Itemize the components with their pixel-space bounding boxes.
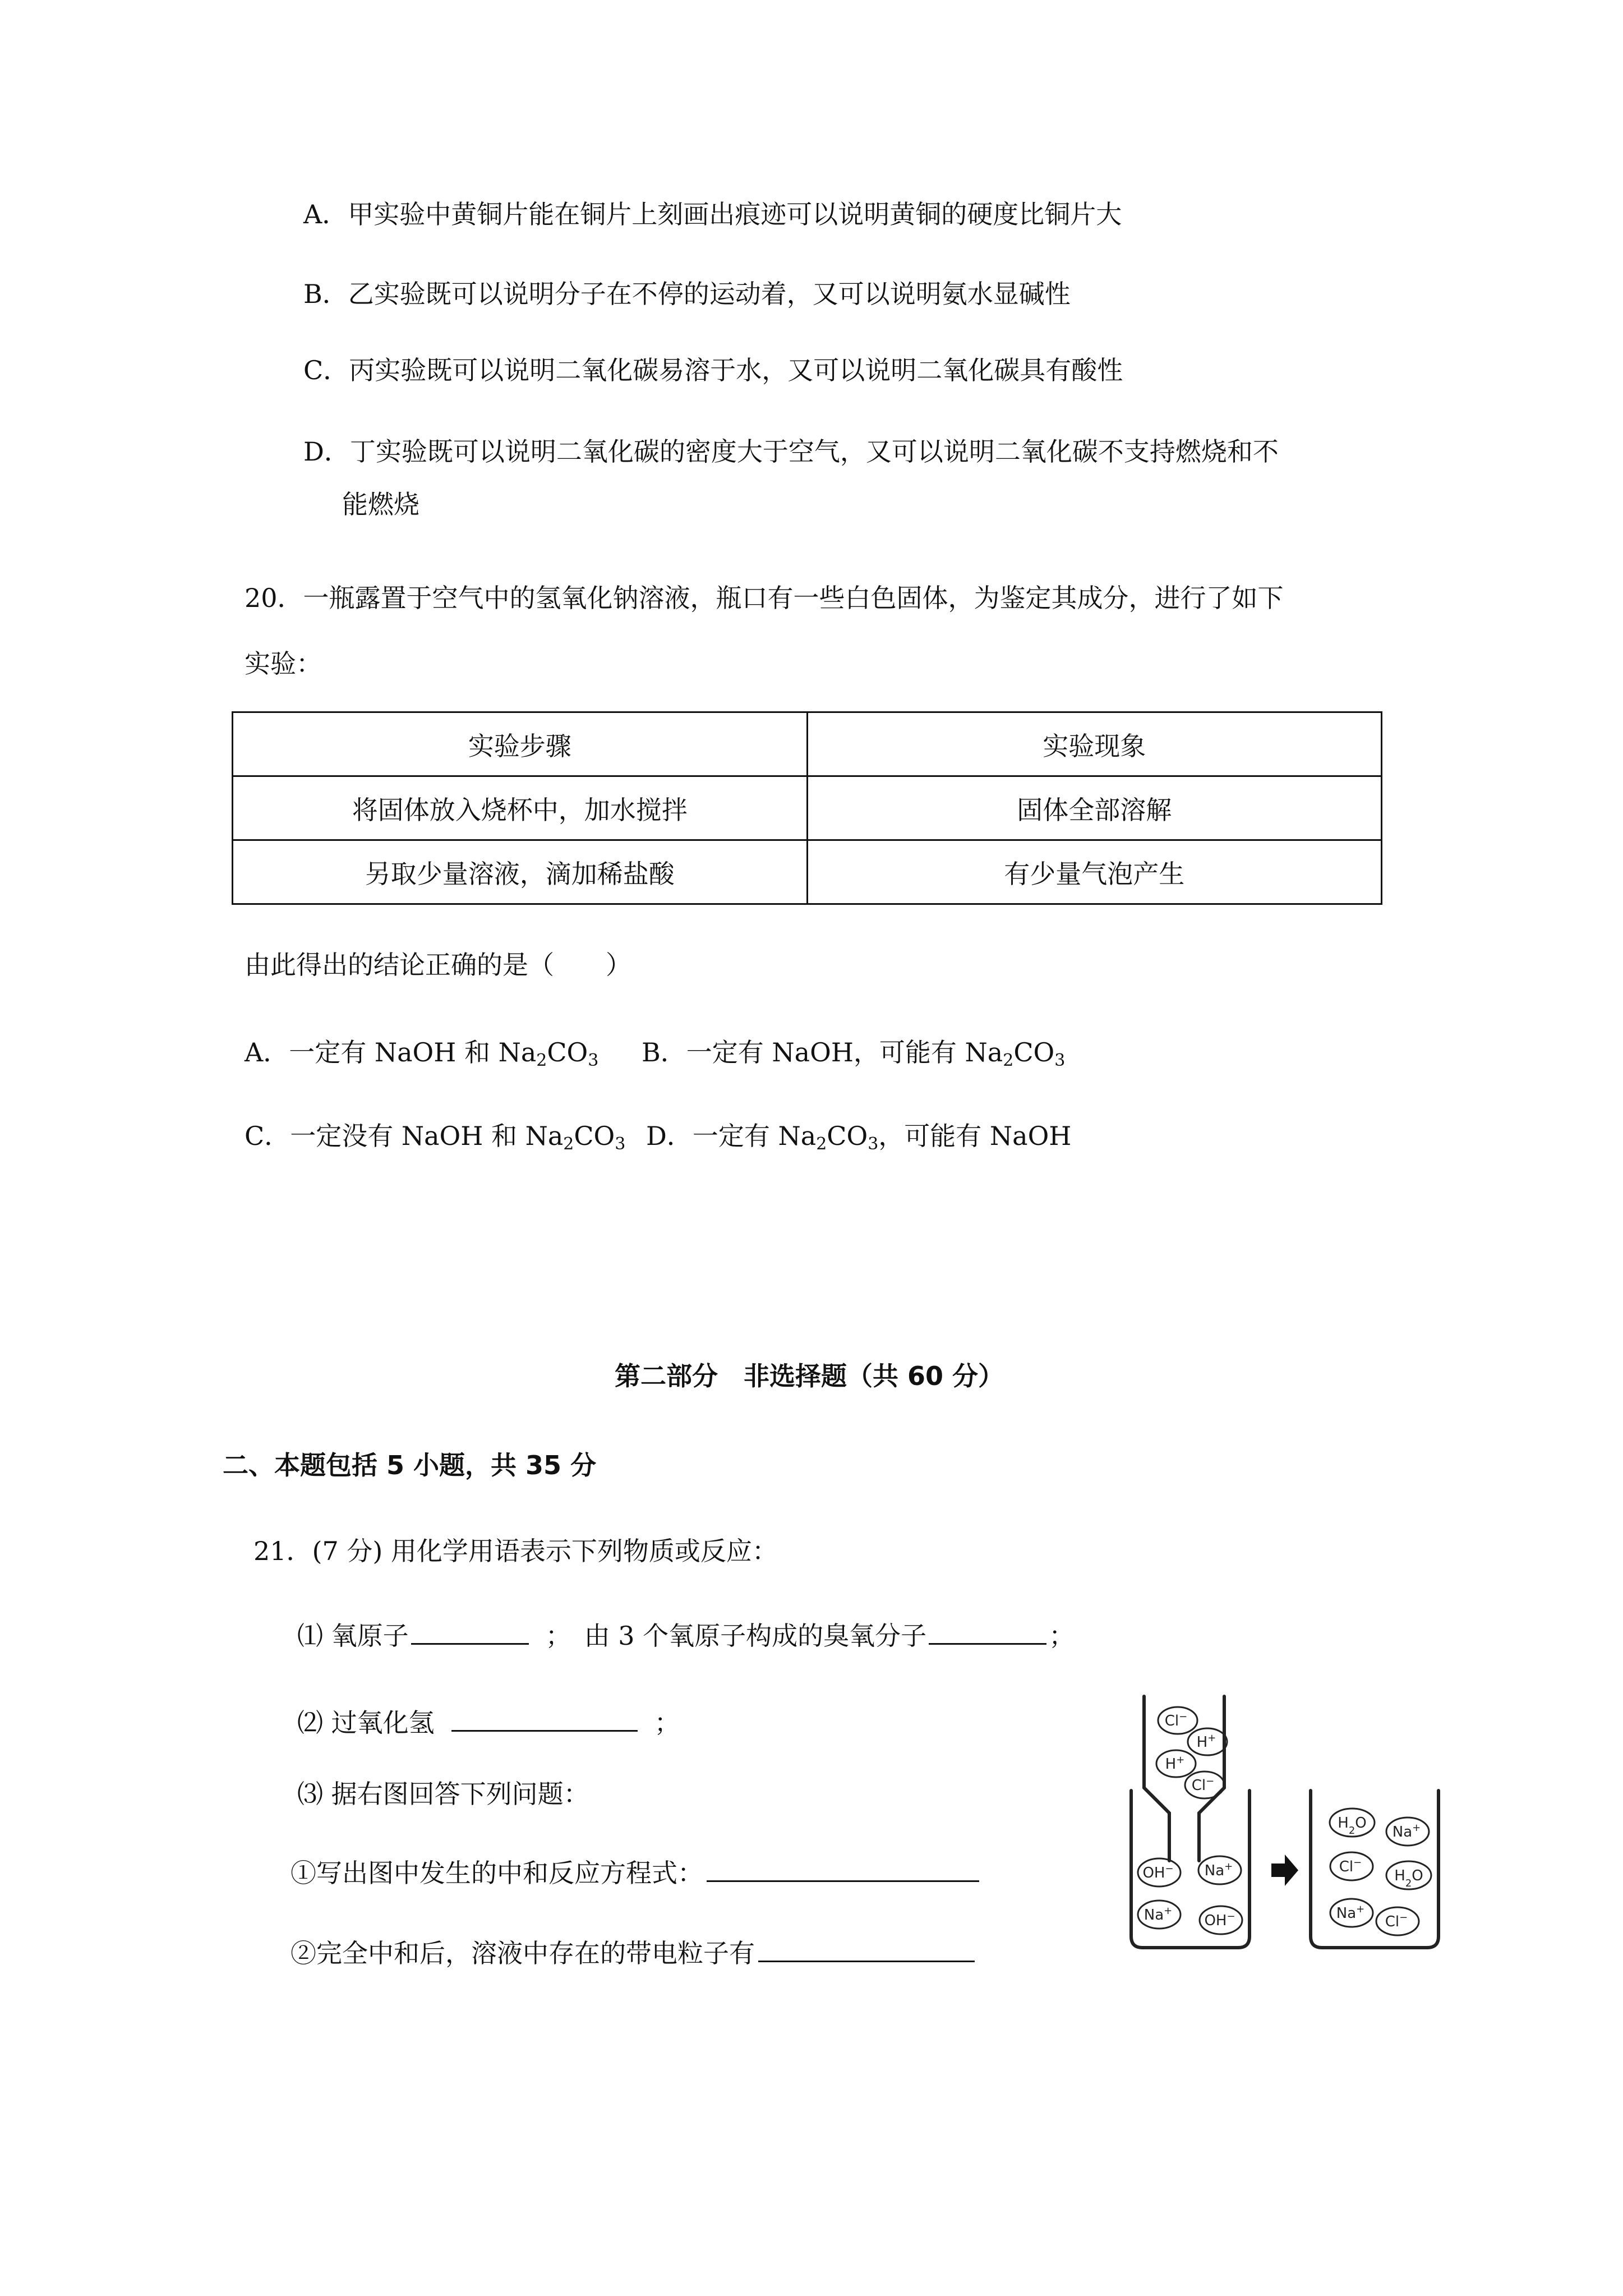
table-row	[233, 776, 1382, 840]
option-text: CO	[1013, 1037, 1055, 1068]
answer-blank[interactable]	[929, 1617, 1046, 1645]
table-cell: 将固体放入烧杯中，加水搅拌	[233, 776, 808, 840]
table-cell: 有少量气泡产生	[807, 840, 1382, 904]
subscript: 3	[1054, 1051, 1066, 1070]
neutralization-diagram	[1113, 1690, 1478, 1953]
ion-label: Cl−	[1191, 1775, 1215, 1794]
particle-label: $H_2O$	[1394, 1867, 1423, 1889]
subscript: 3	[588, 1051, 599, 1070]
q21-part1-label: ⑴ 氧原子	[297, 1621, 409, 1651]
option-text: B．一定有 NaOH，可能有 Na	[642, 1037, 1003, 1068]
table-header-cell: 实验步骤	[233, 712, 808, 776]
part2-title: 第二部分 非选择题（共 60 分）	[615, 1361, 1004, 1391]
subscript: 2	[563, 1134, 574, 1154]
neutralization-figure	[1113, 1690, 1478, 1953]
ion-label: OH−	[1142, 1862, 1174, 1881]
subscript: 2	[816, 1134, 827, 1154]
option-text: CO	[574, 1121, 615, 1151]
q21-part2	[297, 1704, 680, 1740]
option-text: C．一定没有 NaOH 和 Na	[245, 1121, 564, 1151]
q19-option-b: B．乙实验既可以说明分子在不停的运动着，又可以说明氨水显碱性	[303, 279, 1071, 309]
q21-part1-end: ；	[1049, 1621, 1075, 1651]
option-text: D．一定有 Na	[646, 1121, 817, 1151]
subscript: 2	[536, 1051, 547, 1070]
ion-label: H+	[1196, 1732, 1216, 1751]
section-heading: 二、本题包括 5 小题，共 35 分	[223, 1450, 597, 1480]
answer-blank[interactable]	[451, 1704, 638, 1732]
ion-label: Na+	[1392, 1821, 1421, 1841]
q21-part3: ⑶ 据右图回答下列问题：	[297, 1779, 589, 1809]
ion-label: OH−	[1204, 1910, 1235, 1929]
particle-label: $H_2O$	[1338, 1815, 1367, 1837]
table-row	[233, 840, 1382, 904]
subscript: 3	[868, 1134, 879, 1154]
ion-label: Cl−	[1164, 1710, 1188, 1729]
option-text: CO	[547, 1037, 588, 1068]
ion-label: Cl−	[1339, 1856, 1362, 1875]
option-text: A．一定有 NaOH 和 Na	[245, 1037, 537, 1068]
answer-blank[interactable]	[758, 1935, 975, 1962]
q20-option-d	[646, 1119, 1071, 1153]
answer-blank[interactable]	[707, 1855, 979, 1882]
answer-blank[interactable]	[411, 1617, 529, 1645]
q20-option-a	[245, 1036, 598, 1069]
q20-option-c	[245, 1119, 625, 1153]
q21-part1	[297, 1617, 1075, 1653]
q21-part2-label: ⑵ 过氧化氢	[297, 1708, 435, 1738]
q20-option-b	[642, 1036, 1065, 1069]
ion-label: Na+	[1204, 1860, 1233, 1879]
q21-stem: 21．(7 分) 用化学用语表示下列物质或反应：	[253, 1536, 778, 1566]
q20-question: 由此得出的结论正确的是（ ）	[245, 950, 631, 980]
q19-option-d-line2: 能燃烧	[342, 489, 419, 519]
ion-label: Cl−	[1385, 1911, 1408, 1930]
q21-part3-2-label: ②完全中和后，溶液中存在的带电粒子有	[291, 1938, 755, 1968]
ion-label: Na+	[1336, 1903, 1365, 1922]
table-header-cell: 实验现象	[807, 712, 1382, 776]
q21-part3-2	[291, 1935, 975, 1970]
q20-stem-line2: 实验：	[245, 648, 322, 679]
q19-option-a: A．甲实验中黄铜片能在铜片上刻画出痕迹可以说明黄铜的硬度比铜片大	[303, 199, 1122, 229]
option-text: CO	[827, 1121, 868, 1151]
subscript: 3	[615, 1134, 626, 1154]
q21-part3-1-label: ①写出图中发生的中和反应方程式：	[291, 1858, 703, 1888]
ion-label: Na+	[1144, 1904, 1173, 1924]
table-header-row	[233, 712, 1382, 776]
q21-part2-end: ；	[654, 1708, 680, 1738]
ion-label: H+	[1165, 1754, 1185, 1773]
table-cell: 固体全部溶解	[807, 776, 1382, 840]
q19-option-c: C．丙实验既可以说明二氧化碳易溶于水，又可以说明二氧化碳具有酸性	[303, 355, 1123, 385]
subscript: 2	[1003, 1051, 1014, 1070]
q21-part1-label2: ； 由 3 个氧原子构成的臭氧分子	[545, 1621, 927, 1651]
experiment-table	[232, 711, 1382, 905]
q20-stem-line1: 20．一瓶露置于空气中的氢氧化钠溶液，瓶口有一些白色固体，为鉴定其成分，进行了如下	[245, 583, 1284, 613]
option-text: ，可能有 NaOH	[878, 1121, 1072, 1151]
q19-option-d-line1: D．丁实验既可以说明二氧化碳的密度大于空气，又可以说明二氧化碳不支持燃烧和不	[303, 436, 1279, 467]
reaction-arrow	[1271, 1855, 1298, 1886]
table-cell: 另取少量溶液，滴加稀盐酸	[233, 840, 808, 904]
q21-part3-1	[291, 1855, 979, 1890]
